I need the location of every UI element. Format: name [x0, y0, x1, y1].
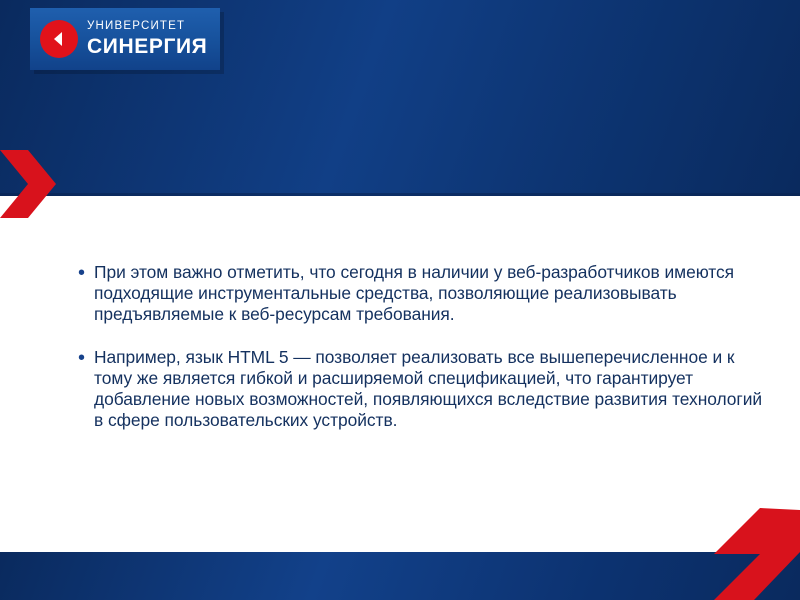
- slide-body: [78, 262, 768, 431]
- bullet-marker-icon: •: [78, 262, 86, 284]
- bullet-text-1: При этом важно отметить, что сегодня в наличии у веб-разработчиков имеются подходящие инструментальные средства, позволяющие реализовывать предъявляемые к веб-ресурсам требования.: [94, 262, 735, 324]
- chevron-left-icon: [40, 20, 78, 58]
- bullet-text-2: Например, язык HTML 5 — позволяет реализовать все вышеперечисленное и к тому же является гибкой и расширяемой спецификацией, что гарантирует добавление новых возможностей, появляющихся вследствие развития технологий в сфере пользовательских устройств.: [94, 347, 763, 430]
- logo-text: [87, 21, 207, 57]
- chevron-right-icon: [0, 150, 58, 218]
- chevron-down-icon: [692, 492, 800, 600]
- logo: [30, 8, 220, 70]
- logo-line-university: УНИВЕРСИТЕТ: [87, 20, 186, 33]
- logo-line-synergy: СИНЕРГИЯ: [87, 34, 208, 58]
- list-item: [78, 262, 768, 325]
- bottom-banner: [0, 552, 800, 600]
- list-item: [78, 347, 768, 431]
- bullet-marker-icon: •: [78, 347, 86, 369]
